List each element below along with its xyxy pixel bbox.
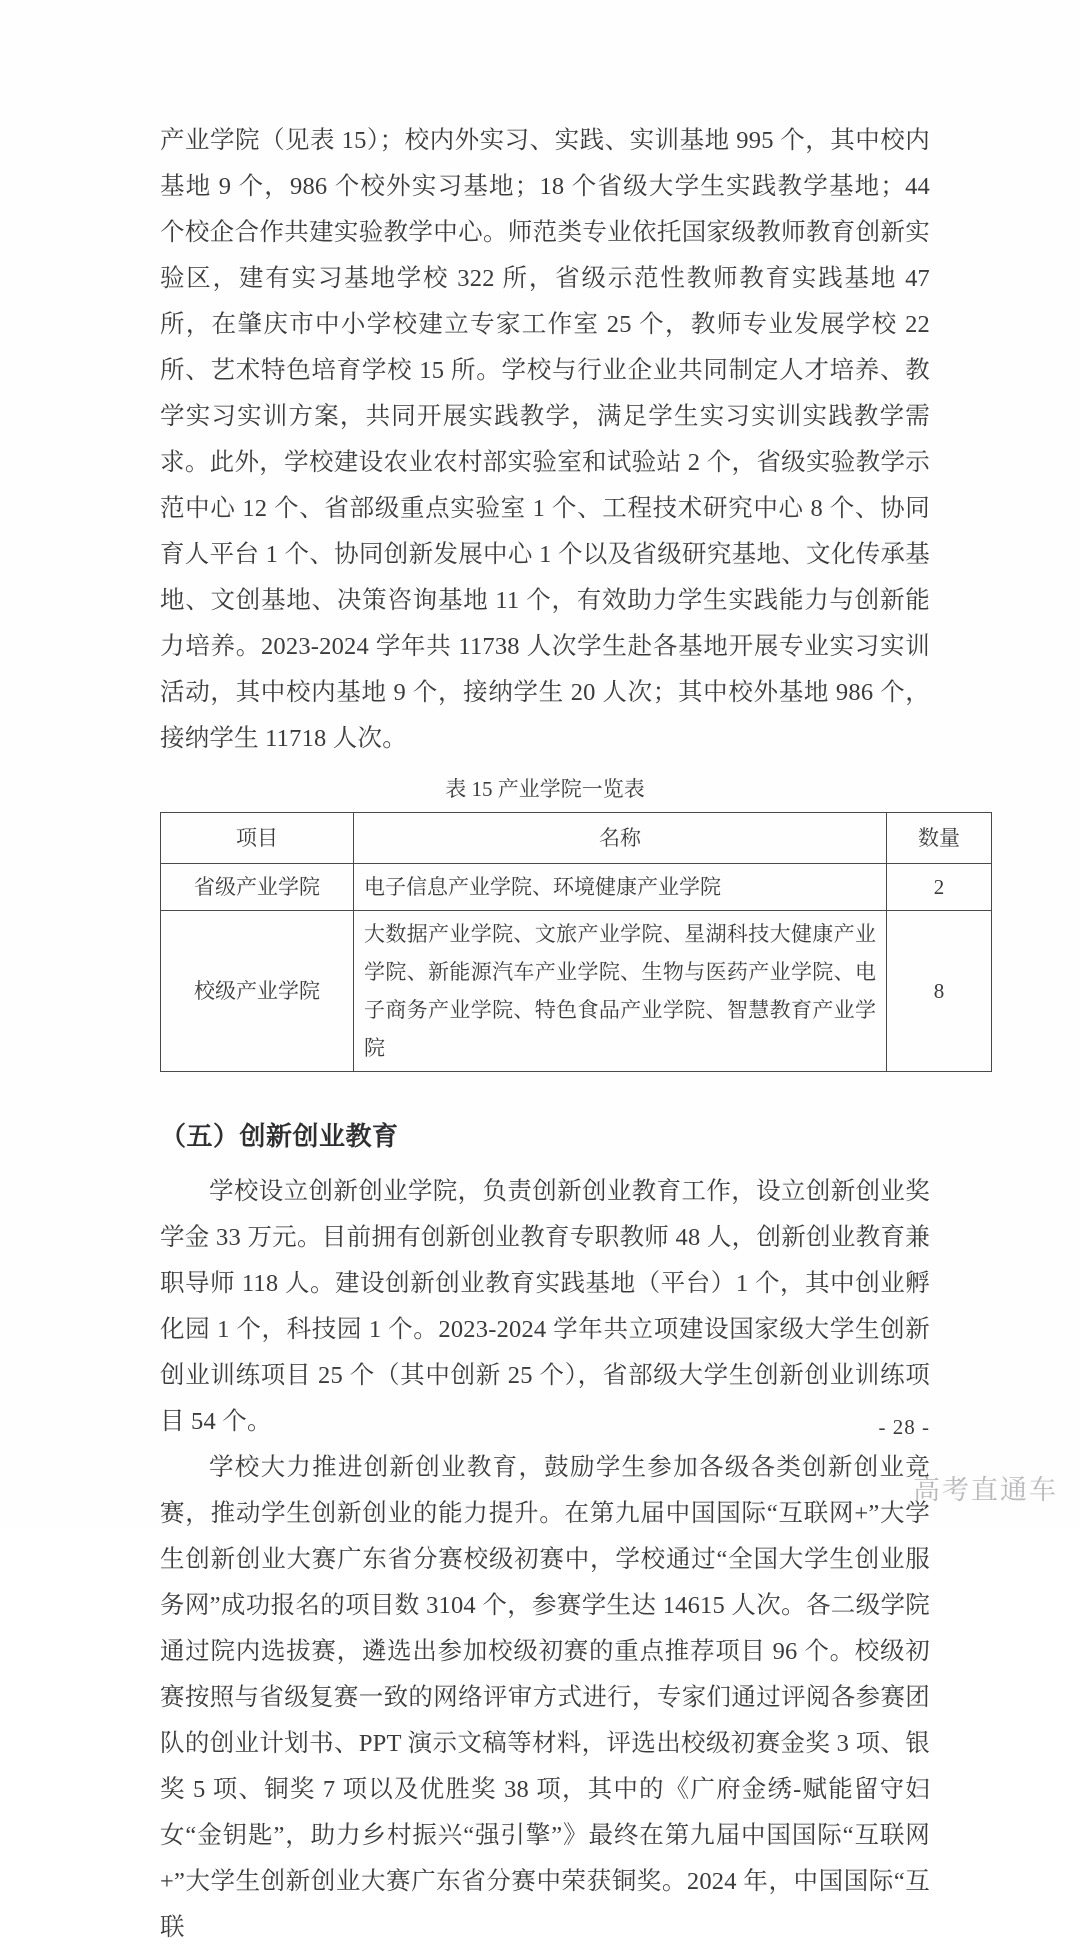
table-row	[161, 864, 992, 911]
cell-qty-provincial: 2	[887, 864, 992, 911]
column-header-name: 名称	[354, 813, 887, 864]
watermark: 高考直通车	[913, 1475, 1058, 1506]
paragraph-practice-bases: 产业学院（见表 15）；校内外实习、实践、实训基地 995 个，其中校内基地 9 个，986 个校外实习基地；18 个省级大学生实践教学基地；44 个校企合作共建实验教学中心。师范类专业依托国家级教师教育创新实验区，建有实习基地学校 322 所，省级示范性教师教育实践基地 47 所，在肇庆市中小学校建立专家工作室 25 个，教师专业发展学校 22 所、艺术特色培育学校 15 所。学校与行业企业共同制定人才培养、教学实习实训方案，共同开展实践教学，满足学生实习实训实践教学需求。此外，学校建设农业农村部实验室和试验站 2 个，省级实验教学示范中心 12 个、省部级重点实验室 1 个、工程技术研究中心 8 个、协同育人平台 1 个、协同创新发展中心 1 个以及省级研究基地、文化传承基地、文创基地、决策咨询基地 11 个，有效助力学生实践能力与创新能力培养。2023-2024 学年共 11738 人次学生赴各基地开展专业实习实训活动，其中校内基地 9 个，接纳学生 20 人次；其中校外基地 986 个，接纳学生 11718 人次。	[160, 127, 930, 752]
cell-item-school: 校级产业学院	[161, 911, 354, 1072]
column-header-quantity: 数量	[887, 813, 992, 864]
table-row	[161, 911, 992, 1072]
cell-name-provincial: 电子信息产业学院、环境健康产业学院	[354, 864, 887, 911]
cell-name-school: 大数据产业学院、文旅产业学院、星湖科技大健康产业学院、新能源汽车产业学院、生物与医药产业学院、电子商务产业学院、特色食品产业学院、智慧教育产业学院	[354, 911, 887, 1072]
page-number: - 28 -	[878, 1415, 930, 1439]
section-heading-innovation-entrepreneurship: （五）创新创业教育	[160, 1122, 399, 1152]
cell-item-provincial: 省级产业学院	[161, 864, 354, 911]
page-content	[160, 118, 960, 1951]
column-header-item: 项目	[161, 813, 354, 864]
table-header-row	[161, 813, 992, 864]
cell-qty-school: 8	[887, 911, 992, 1072]
paragraph-competitions: 学校大力推进创新创业教育，鼓励学生参加各级各类创新创业竞赛，推动学生创新创业的能力提升。在第九届中国国际“互联网+”大学生创新创业大赛广东省分赛校级初赛中，学校通过“全国大学生创业服务网”成功报名的项目数 3104 个，参赛学生达 14615 人次。各二级学院通过院内选拔赛，遴选出参加校级初赛的重点推荐项目 96 个。校级初赛按照与省级复赛一致的网络评审方式进行，专家们通过评阅各参赛团队的创业计划书、PPT 演示文稿等材料，评选出校级初赛金奖 3 项、银奖 5 项、铜奖 7 项以及优胜奖 38 项，其中的《广府金绣-赋能留守妇女“金钥匙”，助力乡村振兴“强引擎”》最终在第九届中国国际“互联网+”大学生创新创业大赛广东省分赛中荣获铜奖。2024 年，中国国际“互联	[160, 1454, 930, 1941]
table-caption-15: 表 15 产业学院一览表	[445, 777, 645, 801]
table-industry-colleges	[160, 812, 992, 1072]
paragraph-innovation-college: 学校设立创新创业学院，负责创新创业教育工作，设立创新创业奖学金 33 万元。目前拥有创新创业教育专职教师 48 人，创新创业教育兼职导师 118 人。建设创新创业教育实践基地（平台）1 个，其中创业孵化园 1 个，科技园 1 个。2023-2024 学年共立项建设国家级大学生创新创业训练项目 25 个（其中创新 25 个），省部级大学生创新创业训练项目 54 个。	[160, 1178, 930, 1435]
